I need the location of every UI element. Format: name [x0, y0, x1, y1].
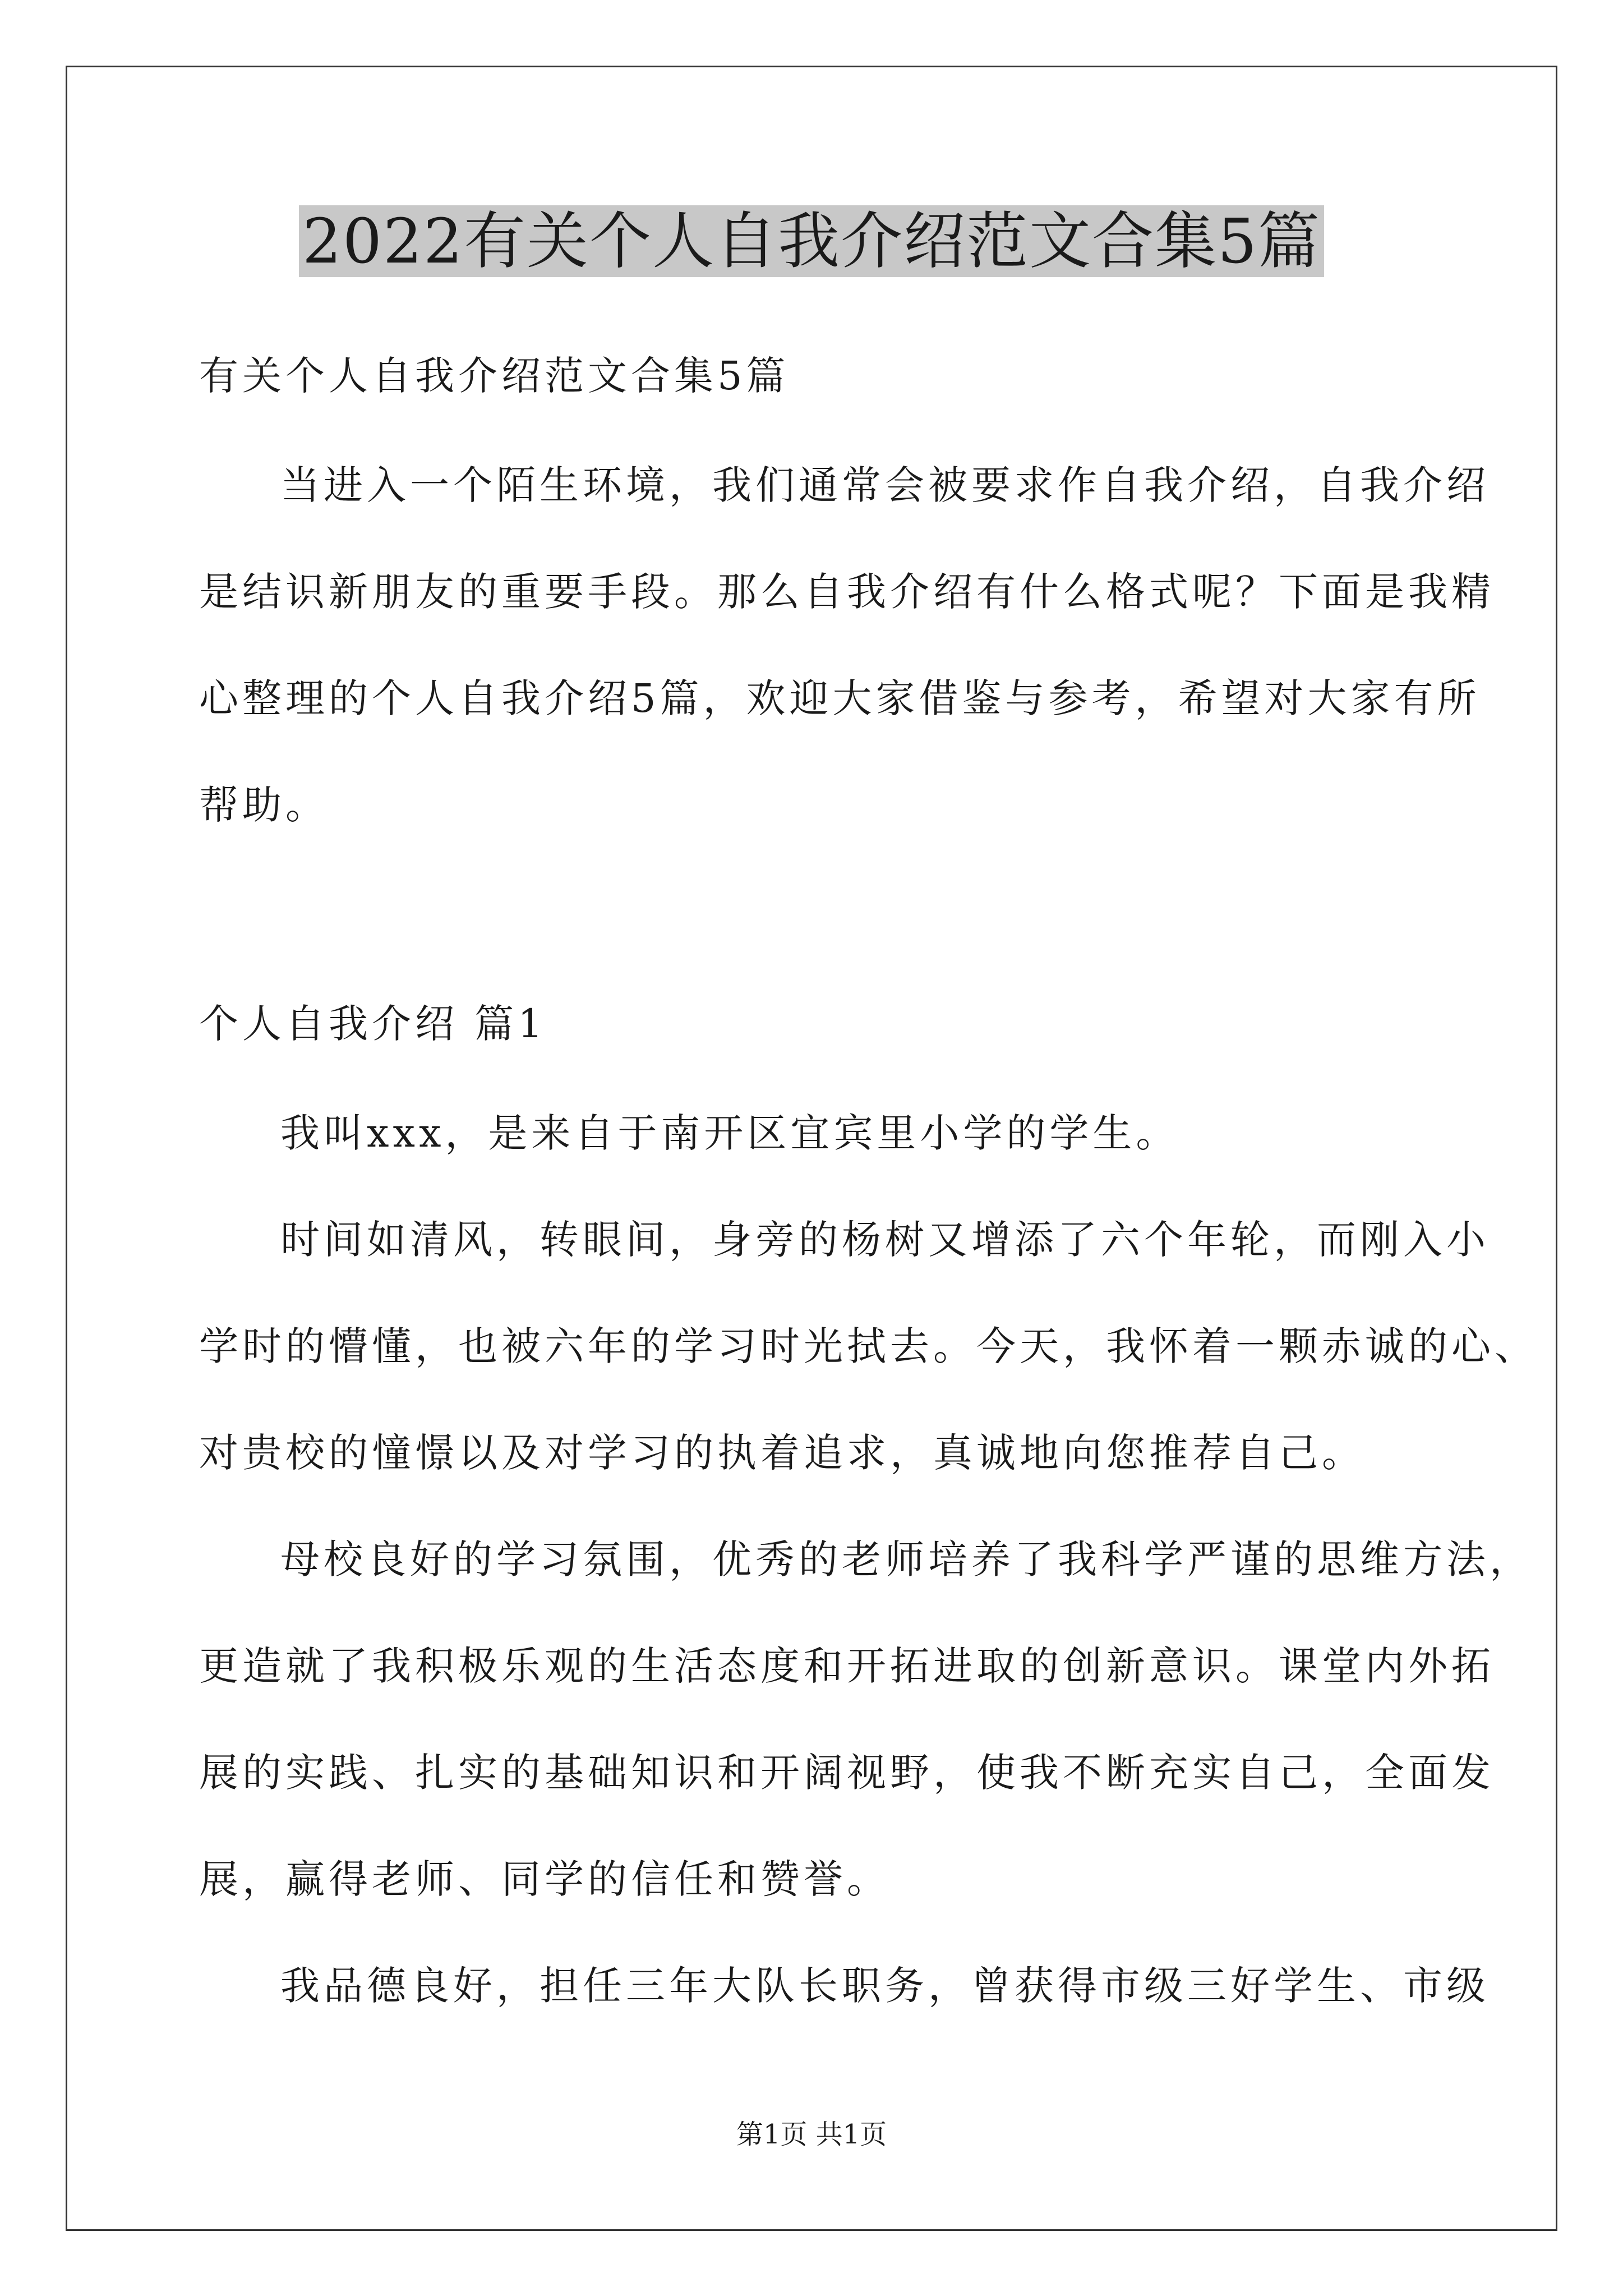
- paragraph-line: 时间如清风，转眼间，身旁的杨树又增添了六个年轮，而刚入小: [280, 1217, 1490, 1263]
- paragraph-line: 我叫xxx，是来自于南开区宜宾里小学的学生。: [280, 1110, 1179, 1156]
- intro-line: 是结识新朋友的重要手段。那么自我介绍有什么格式呢？下面是我精: [199, 569, 1495, 615]
- paragraph-line: 母校良好的学习氛围，优秀的老师培养了我科学严谨的思维方法，: [280, 1536, 1533, 1582]
- paragraph-line: 更造就了我积极乐观的生活态度和开拓进取的创新意识。课堂内外拓: [199, 1643, 1495, 1689]
- paragraph-line: 展的实践、扎实的基础知识和开阔视野，使我不断充实自己，全面发: [199, 1750, 1495, 1796]
- intro-line: 心整理的个人自我介绍5篇，欢迎大家借鉴与参考，希望对大家有所: [199, 675, 1481, 721]
- paragraph-line: 对贵校的憧憬以及对学习的执着追求，真诚地向您推荐自己。: [199, 1430, 1365, 1476]
- document-title-text: 2022有关个人自我介绍范文合集5篇: [299, 205, 1324, 277]
- document-subtitle: 有关个人自我介绍范文合集5篇: [199, 353, 790, 399]
- paragraph-line: 展，赢得老师、同学的信任和赞誉。: [199, 1856, 890, 1902]
- paragraph-line: 学时的懵懂，也被六年的学习时光拭去。今天，我怀着一颗赤诚的心、: [199, 1323, 1538, 1369]
- document-title: [0, 199, 1623, 283]
- intro-line: 当进入一个陌生环境，我们通常会被要求作自我介绍，自我介绍: [280, 462, 1490, 508]
- intro-line: 帮助。: [199, 782, 329, 828]
- paragraph-line: 我品德良好，担任三年大队长职务，曾获得市级三好学生、市级: [280, 1963, 1490, 2009]
- section-heading: 个人自我介绍 篇1: [199, 1001, 547, 1047]
- page-footer: 第1页 共1页: [736, 2119, 887, 2150]
